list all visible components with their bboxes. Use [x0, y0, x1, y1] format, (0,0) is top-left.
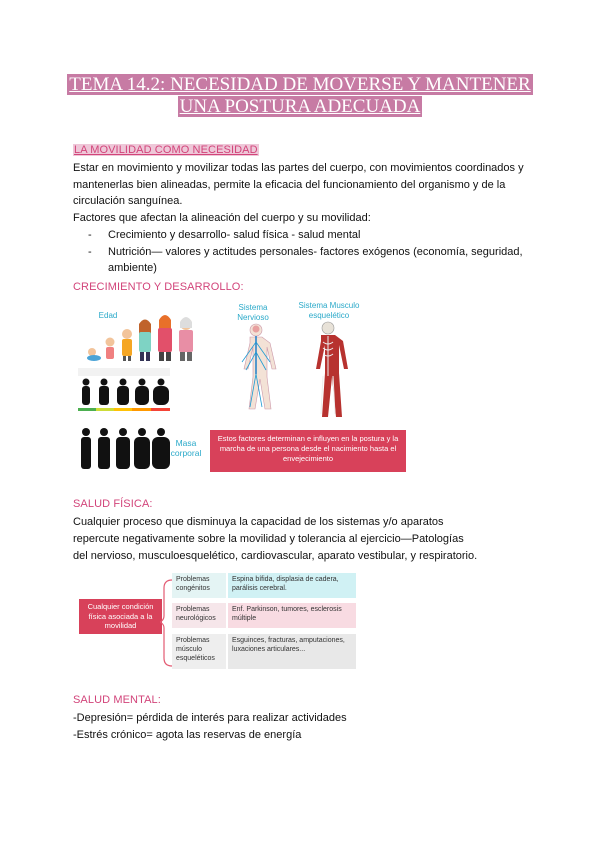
paragraph-salud-fisica-3: del nervioso, musculoesquelético, cardiovascular, aparato vestibular, y respiratorio. [73, 550, 478, 562]
musculoskeletal-illustration [303, 320, 353, 418]
age-progression-illustration [82, 312, 200, 362]
label-masa-corporal: Masa corporal [170, 438, 202, 458]
diagram-row-label: Problemas neurológicos [172, 603, 226, 628]
paragraph-factores: Factores que afectan la alineación del cuerpo y su movilidad: [73, 212, 371, 224]
diagram-row-value: Esguinces, fracturas, amputaciones, luxaciones articulares... [228, 634, 356, 669]
diagram-row-label: Problemas músculo esqueléticos [172, 634, 226, 669]
section-heading-salud-fisica: SALUD FÍSICA: [73, 498, 153, 510]
label-sistema-nervioso: Sistema Nervioso [237, 303, 269, 322]
factor-list [88, 227, 528, 277]
paragraph-depresion: -Depresión= pérdida de interés para realizar actividades [73, 712, 347, 724]
label-edad: Edad [98, 311, 118, 320]
label-sistema-musculo: Sistema Musculo esquelético [298, 301, 360, 320]
paragraph-salud-fisica-2: repercute negativamente sobre la movilidad y tolerancia al ejercicio—Patologías [73, 533, 464, 545]
section-heading-salud-mental: SALUD MENTAL: [73, 694, 161, 706]
diagram-row-label: Problemas congénitos [172, 573, 226, 598]
title-line-1: TEMA 14.2: NECESIDAD DE MOVERSE Y MANTENER [69, 74, 531, 95]
nervous-system-illustration [228, 322, 284, 412]
factors-summary-box: Estos factores determinan e influyen en la postura y la marcha de una persona desde el nacimiento hasta el envejecimiento [210, 430, 406, 472]
list-item: - Crecimiento y desarrollo- salud física - salud mental [88, 227, 528, 244]
diagram-row-value: Enf. Parkinson, tumores, esclerosis múltiple [228, 603, 356, 628]
section-heading-crecimiento: CRECIMIENTO Y DESARROLLO: [73, 281, 244, 293]
list-item: - Nutrición— valores y actitudes personales- factores exógenos (economía, seguridad, ambiente) [88, 244, 528, 277]
document-title [60, 74, 540, 118]
paragraph-salud-fisica-1: Cualquier proceso que disminuya la capacidad de los sistemas y/o aparatos [73, 516, 444, 528]
section-heading-movilidad: LA MOVILIDAD COMO NECESIDAD [74, 144, 258, 156]
title-line-2: UNA POSTURA ADECUADA [179, 96, 421, 117]
diagram-root-box: Cualquier condición física asociada a la movilidad [79, 599, 162, 634]
diagram-row-value: Espina bífida, displasia de cadera, parálisis cerebral. [228, 573, 356, 598]
paragraph-movilidad: Estar en movimiento y movilizar todas las partes del cuerpo, con movimientos coordinados y mantenerlas bien alineadas, permite la eficacia del funcionamiento del organismo y de la circulación sanguínea. [73, 162, 524, 207]
body-mass-silhouettes [78, 368, 170, 474]
paragraph-estres: -Estrés crónico= agota las reservas de energía [73, 729, 302, 741]
